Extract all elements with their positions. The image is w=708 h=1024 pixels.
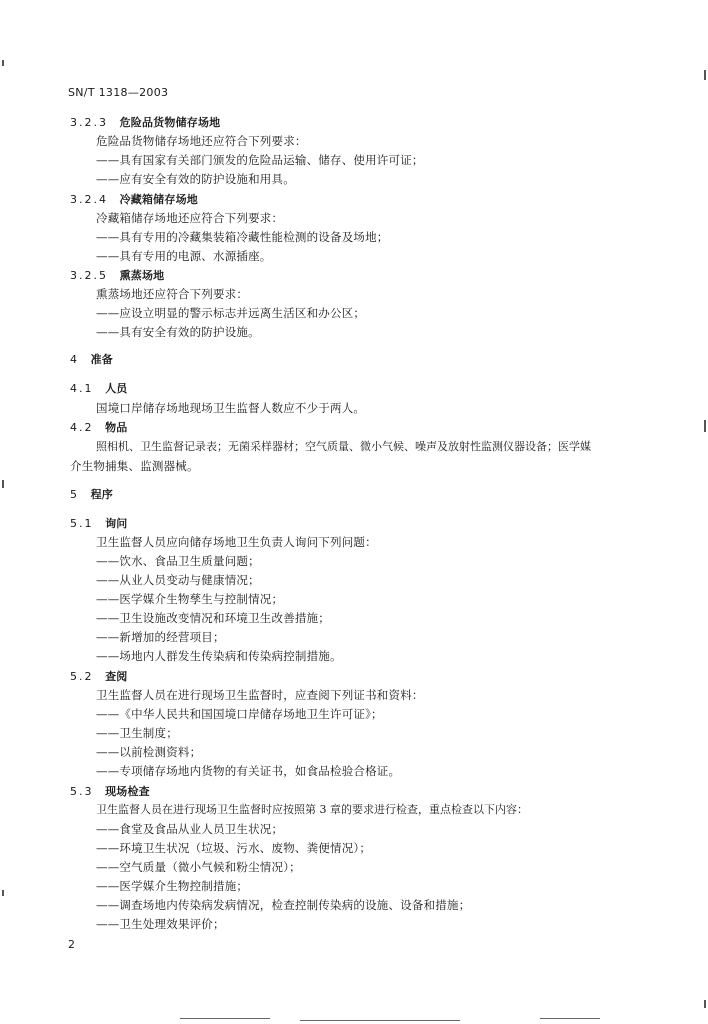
list-item: ——专项储存场地内货物的有关证书，如食品检验合格证。 xyxy=(96,764,401,778)
chapter-number: 4 xyxy=(70,353,79,366)
section-title: 人员 xyxy=(105,382,128,395)
list-item: ——具有安全有效的防护设施。 xyxy=(96,325,260,339)
section-title: 冷藏箱储存场地 xyxy=(119,193,198,206)
paragraph: 危险品货物储存场地还应符合下列要求： xyxy=(96,134,307,148)
chapter-heading-4 xyxy=(70,352,113,367)
list-item: ——应设立明显的警示标志并远离生活区和办公区； xyxy=(96,306,366,320)
list-item: ——环境卫生状况（垃圾、污水、废物、粪便情况）； xyxy=(96,841,372,855)
section-heading-5-3 xyxy=(70,784,150,799)
section-title: 物品 xyxy=(105,421,128,434)
section-heading-4-2 xyxy=(70,420,127,435)
list-item: ——空气质量（微小气候和粉尘情况）； xyxy=(96,860,301,874)
section-number: 3.2.5 xyxy=(70,269,108,282)
section-number: 4.2 xyxy=(70,421,94,434)
paragraph: 国境口岸储存场地现场卫生监督人数应不少于两人。 xyxy=(96,401,366,415)
list-item: ——调查场地内传染病发病情况，检查控制传染病的设施、设备和措施； xyxy=(96,898,471,912)
paragraph: 冷藏箱储存场地还应符合下列要求： xyxy=(96,211,284,225)
section-number: 5.3 xyxy=(70,785,94,798)
paragraph: 熏蒸场地还应符合下列要求： xyxy=(96,287,249,301)
standard-code: SN/T 1318—2003 xyxy=(68,86,169,99)
section-title: 熏蒸场地 xyxy=(119,269,165,282)
chapter-title: 程序 xyxy=(90,488,113,501)
list-item: ——食堂及食品从业人员卫生状况； xyxy=(96,822,284,836)
page-number: 2 xyxy=(68,938,76,951)
list-item: ——从业人员变动与健康情况； xyxy=(96,573,260,587)
paragraph-continuation: 介生物捕集、监测器械。 xyxy=(70,459,199,473)
list-item: ——医学媒介生物孳生与控制情况； xyxy=(96,592,284,606)
scan-line xyxy=(540,1018,600,1019)
scan-mark xyxy=(704,70,706,80)
section-title: 查阅 xyxy=(105,670,128,683)
section-heading-4-1 xyxy=(70,381,127,396)
chapter-title: 准备 xyxy=(90,353,113,366)
paragraph: 卫生监督人员在进行现场卫生监督时，应查阅下列证书和资料： xyxy=(96,688,424,702)
section-number: 3.2.3 xyxy=(70,116,108,129)
section-number: 5.1 xyxy=(70,517,94,530)
section-heading-3-2-4 xyxy=(70,192,198,207)
list-item: ——具有专用的电源、水源插座。 xyxy=(96,249,272,263)
paragraph: 照相机、卫生监督记录表；无菌采样器材；空气质量、微小气候、噪声及放射性监测仪器设备；医学媒 xyxy=(96,440,591,453)
scan-line xyxy=(300,1020,460,1021)
section-title: 危险品货物储存场地 xyxy=(119,116,221,129)
chapter-heading-5 xyxy=(70,487,113,502)
list-item: ——《中华人民共和国国境口岸储存场地卫生许可证》； xyxy=(96,707,383,721)
scan-line xyxy=(180,1018,270,1019)
scan-mark xyxy=(704,420,706,432)
paragraph: 卫生监督人员应向储存场地卫生负责人询问下列问题： xyxy=(96,535,377,549)
section-heading-5-2 xyxy=(70,669,127,684)
list-item: ——应有安全有效的防护设施和用具。 xyxy=(96,172,295,186)
section-number: 5.2 xyxy=(70,670,94,683)
scan-mark xyxy=(2,890,4,896)
list-item: ——以前检测资料； xyxy=(96,745,202,759)
list-item: ——饮水、食品卫生质量问题； xyxy=(96,554,260,568)
list-item: ——医学媒介生物控制措施； xyxy=(96,879,249,893)
list-item: ——卫生处理效果评价； xyxy=(96,917,225,931)
chapter-number: 5 xyxy=(70,488,79,501)
list-item: ——场地内人群发生传染病和传染病控制措施。 xyxy=(96,649,342,663)
list-item: ——卫生设施改变情况和环境卫生改善措施； xyxy=(96,611,330,625)
list-item: ——新增加的经营项目； xyxy=(96,630,225,644)
scan-mark xyxy=(704,1000,706,1008)
section-heading-3-2-5 xyxy=(70,268,164,283)
list-item: ——卫生制度； xyxy=(96,726,178,740)
scan-mark xyxy=(2,480,4,488)
section-number: 3.2.4 xyxy=(70,193,108,206)
section-heading-5-1 xyxy=(70,516,127,531)
section-title: 现场检查 xyxy=(105,785,150,798)
section-number: 4.1 xyxy=(70,382,94,395)
section-heading-3-2-3 xyxy=(70,115,220,130)
paragraph: 卫生监督人员在进行现场卫生监督时应按照第 3 章的要求进行检查，重点检查以下内容： xyxy=(96,803,528,816)
scan-mark xyxy=(2,60,4,66)
section-title: 询问 xyxy=(105,517,128,530)
list-item: ——具有国家有关部门颁发的危险品运输、储存、使用许可证； xyxy=(96,153,424,167)
list-item: ——具有专用的冷藏集装箱冷藏性能检测的设备及场地； xyxy=(96,230,389,244)
